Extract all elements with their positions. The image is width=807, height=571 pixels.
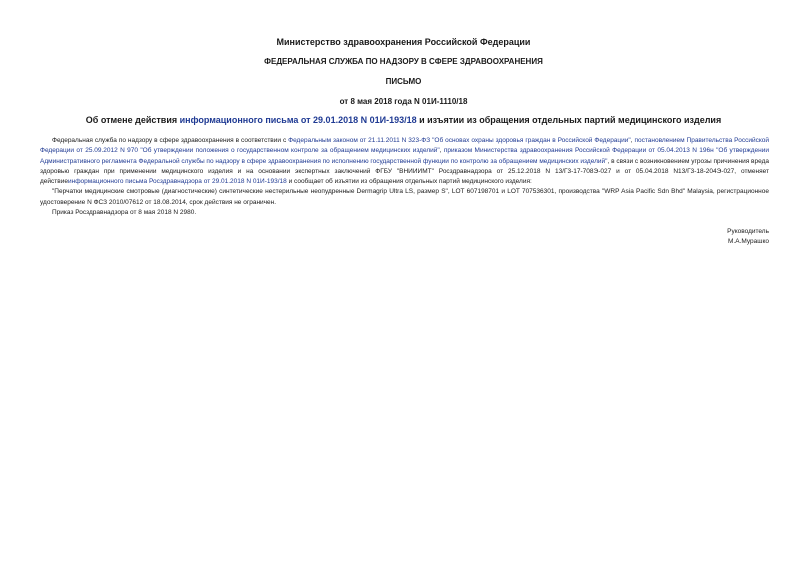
- para1-text-5: и сообщает об изъятии из обращения отдельных партий медицинского изделия:: [286, 178, 532, 186]
- title-text-1: Об отмене действия: [85, 115, 180, 125]
- title-link[interactable]: информационного письма от 29.01.2018 N 01И-193/18: [179, 115, 417, 125]
- ministry-heading: Министерство здравоохранения Российской Федерации: [276, 37, 531, 47]
- government-decree-link[interactable]: постановлением Правительства Российской Федерации от 25.09.2012 N 970 "Об утверждении положения о государственном контроле за обращением медицинских изделий": [40, 137, 769, 155]
- document-body: [40, 136, 769, 218]
- service-heading: ФЕДЕРАЛЬНАЯ СЛУЖБА ПО НАДЗОРУ В СФЕРЕ ЗДРАВООХРАНЕНИЯ: [264, 57, 543, 66]
- federal-law-link[interactable]: Федеральным законом от 21.11.2011 N 323-ФЗ "Об основах охраны здоровья граждан в Российской Федерации": [288, 137, 631, 144]
- info-letter-link[interactable]: информационного письма Росздравнадзора от 29.01.2018 N 01И-193/18: [67, 178, 287, 186]
- document-title: [0, 115, 807, 125]
- document-type: ПИСЬМО: [385, 77, 422, 86]
- title-text-2: и изъятии из обращения отдельных партий медицинского изделия: [416, 115, 722, 125]
- para1-text-2: ,: [630, 137, 635, 144]
- paragraph-main: [40, 136, 769, 187]
- para1-text-1: Федеральная служба по надзору в сфере здравоохранения в соответствии с: [52, 137, 289, 144]
- signatory-position: Руководитель: [727, 228, 769, 235]
- paragraph-product: "Перчатки медицинские смотровые (диагностические) синтетические нестерильные неопудренные Dermagrip Ultra LS, размер S", LOT 607198701 и LOT 707536301, производства "WRP Asia Pacific Sdn Bhd" Malaysia, регистрационное удостоверение N ФСЗ 2010/07612 от 18.08.2014, срок действия не ограничен.: [40, 188, 769, 206]
- para1-text-3: ,: [439, 147, 444, 155]
- para1-text-4: , в связи с возникновением угрозы причинения вреда здоровью граждан при применении медицинского изделия и на основании экспертных заключений ФГБУ "ВНИИИМТ" Росздравнадзора от 25.12.2018 N 13/Г3-17-708Э-027 и от 05.04.2018 N13/Г3-18-204Э-027, отменяет действие: [40, 157, 769, 186]
- document-date-number: от 8 мая 2018 года N 01И-1110/18: [339, 97, 468, 106]
- signatory-name: М.А.Мурашко: [727, 238, 769, 245]
- paragraph-order: Приказ Росздравнадзора от 8 мая 2018 N 2980.: [52, 209, 197, 217]
- ministry-order-link[interactable]: приказом Министерства здравоохранения Российской Федерации от 05.04.2013 N 196н "Об утверждении Административного регламента Федеральной службы по надзору в сфере здравоохранения по исполнению государственной функции по контролю за обращением медицинских изделий": [40, 147, 769, 165]
